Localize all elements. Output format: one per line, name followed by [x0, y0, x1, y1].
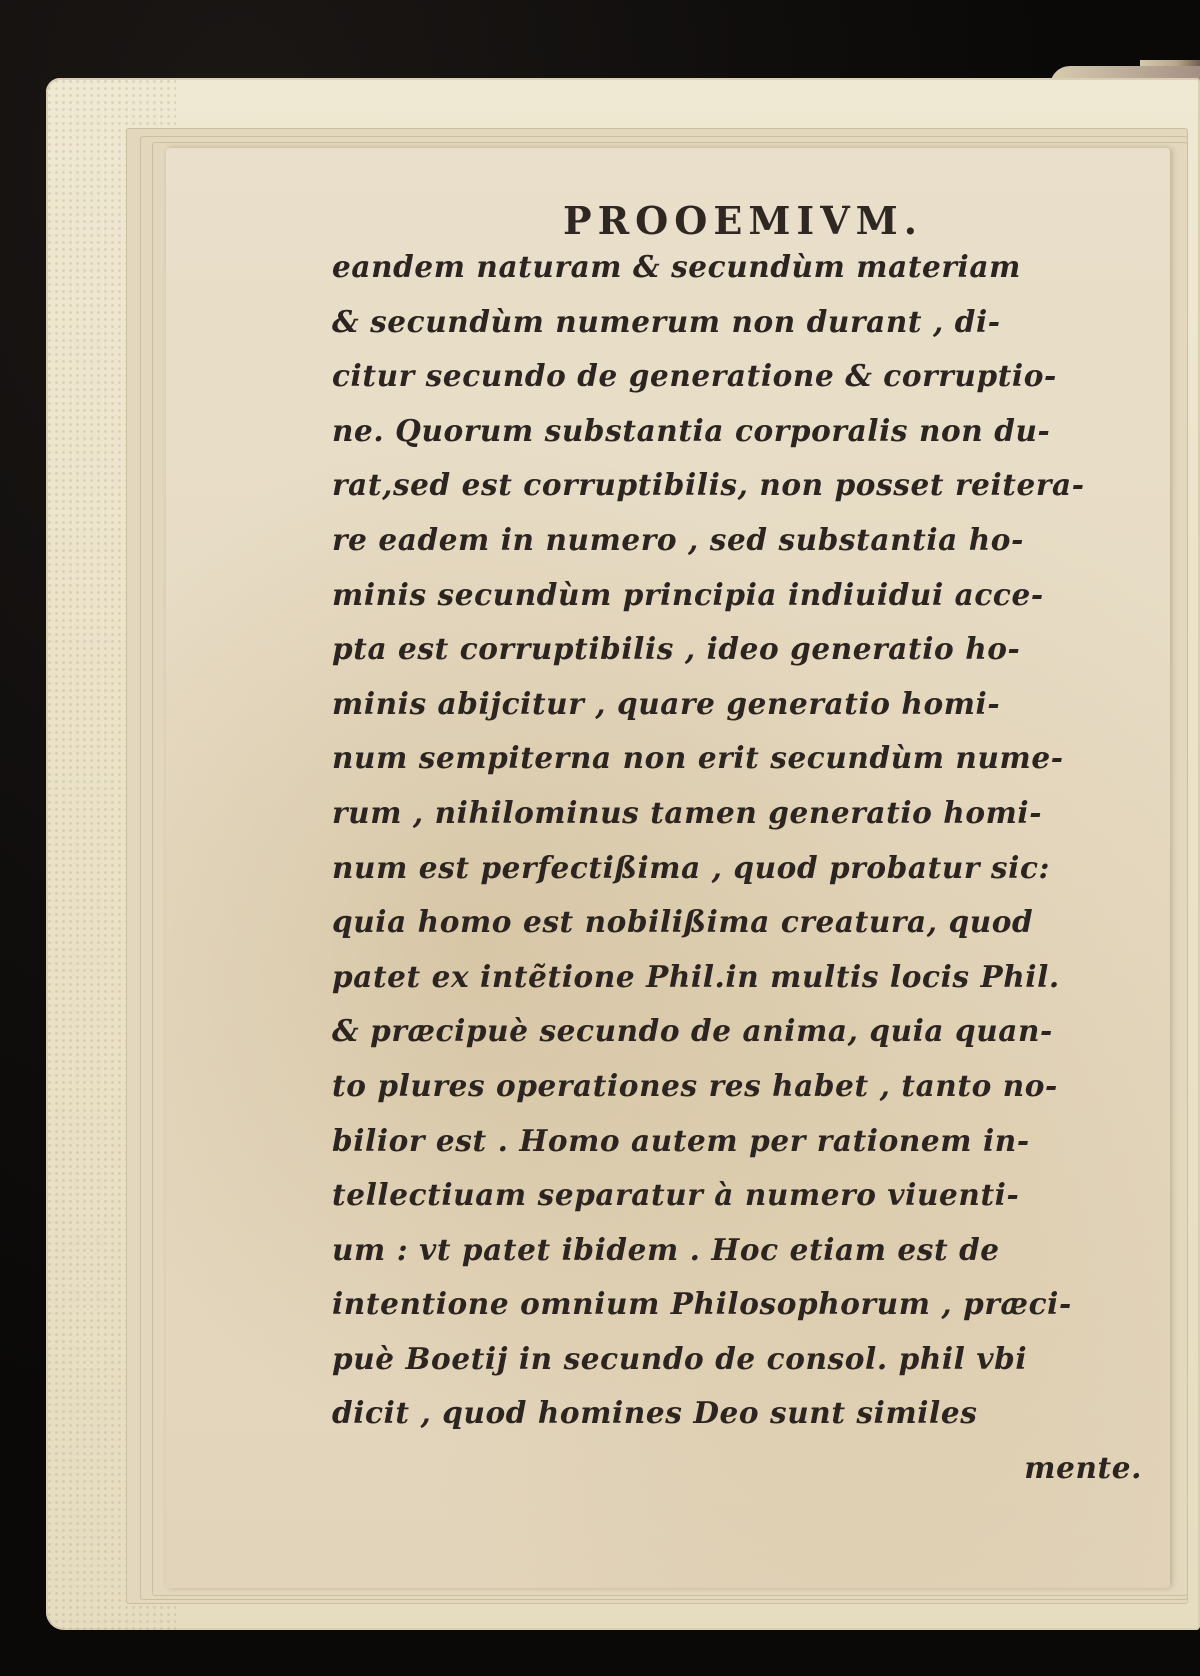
catchword: mente. [1024, 1450, 1142, 1486]
text-line: rat,sed est corruptibilis, non posset reitera- [332, 467, 1085, 503]
text-line: bilior est . Homo autem per rationem in- [332, 1122, 1030, 1158]
text-line: ne. Quorum substantia corporalis non du- [332, 412, 1051, 448]
text-line: tellectiuam separatur à numero viuenti- [332, 1177, 1020, 1213]
text-line: dicit , quod homines Deo sunt similes [332, 1395, 978, 1431]
book-page [166, 148, 1170, 1588]
text-line: citur secundo de generatione & corruptio- [332, 358, 1057, 394]
text-line: puè Boetij in secundo de consol. phil vbi [332, 1340, 1028, 1376]
text-line: & secundùm numerum non durant , di- [332, 303, 1001, 339]
text-line: to plures operationes res habet , tanto no- [332, 1067, 1058, 1103]
text-line: patet ex intẽtione Phil.in multis locis Phil. [332, 958, 1060, 994]
running-head: PROOEMIVM. [563, 198, 923, 243]
text-line: intentione omnium Philosophorum , præci- [332, 1286, 1072, 1322]
text-line: rum , nihilominus tamen generatio homi- [332, 794, 1043, 830]
text-line: um : vt patet ibidem . Hoc etiam est de [332, 1231, 1000, 1267]
text-line: quia homo est nobilißima creatura, quod [332, 904, 1034, 940]
text-line: minis abijcitur , quare generatio homi- [332, 685, 1001, 721]
text-line: minis secundùm principia indiuidui acce- [332, 576, 1044, 612]
text-line: re eadem in numero , sed substantia ho- [332, 521, 1024, 557]
text-line: num sempiterna non erit secundùm nume- [332, 740, 1064, 776]
text-line: eandem naturam & secundùm materiam [332, 249, 1021, 284]
text-line: & præcipuè secundo de anima, quia quan- [332, 1013, 1053, 1049]
text-line: num est perfectißima , quod probatur sic: [332, 849, 1050, 885]
text-block [332, 240, 1152, 1496]
text-line: pta est corruptibilis , ideo generatio ho- [332, 631, 1021, 667]
